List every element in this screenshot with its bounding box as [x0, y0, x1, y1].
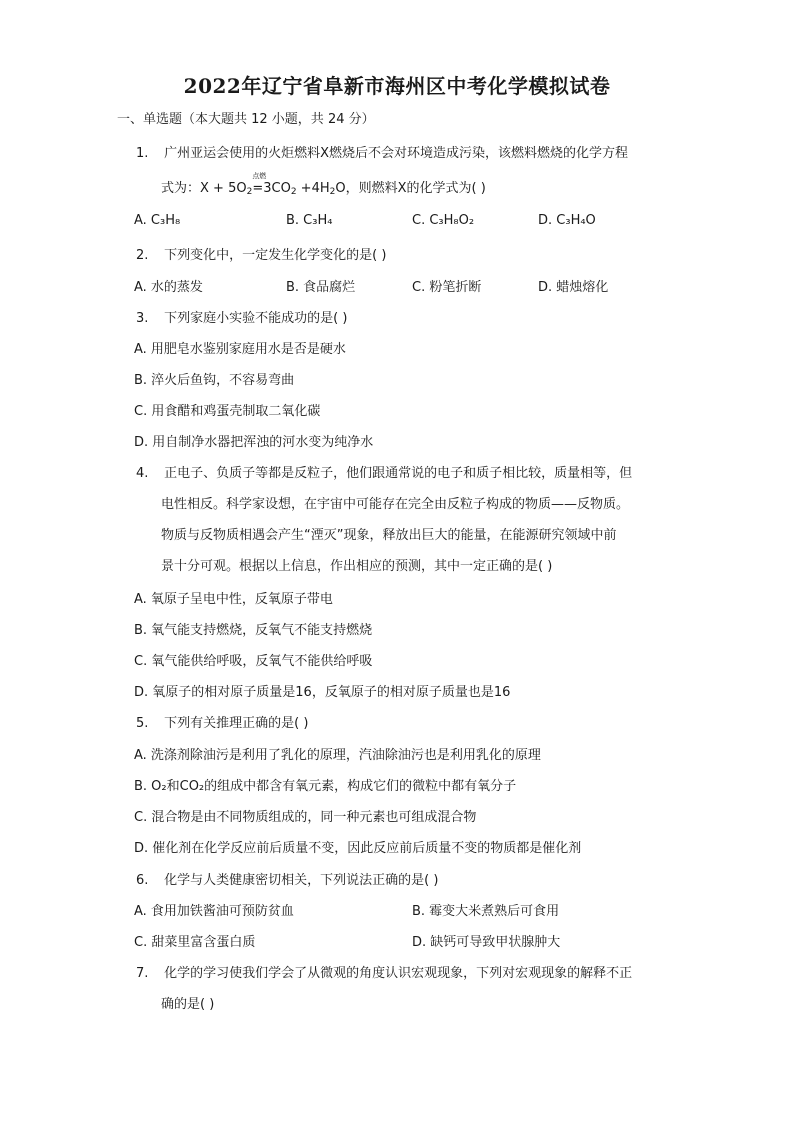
equation-part: O，则燃料X的化学式为( ) — [335, 181, 486, 196]
question-2 — [136, 244, 386, 263]
option-c[interactable]: C. 混合物是由不同物质组成的，同一种元素也可组成混合物 — [134, 810, 477, 825]
question-text: 化学与人类健康密切相关，下列说法正确的是( ) — [164, 873, 439, 888]
question-text-line: 电性相反。科学家设想，在宇宙中可能存在完全由反粒子构成的物质——反物质。 — [161, 497, 630, 512]
question-3 — [136, 307, 347, 326]
condition-label: 点燃 — [252, 172, 267, 180]
question-number: 3. — [136, 311, 149, 326]
option-d[interactable]: D. C₃H₄O — [538, 213, 596, 228]
subscript: 2 — [329, 187, 336, 197]
equation-part: 式为：X + 5O — [161, 181, 247, 196]
question-text: 下列有关推理正确的是( ) — [164, 716, 309, 731]
option-a[interactable]: A. 用肥皂水鉴别家庭用水是否是硬水 — [134, 342, 346, 357]
option-a[interactable]: A. 水的蒸发 — [134, 280, 203, 295]
option-a[interactable]: A. 氧原子呈电中性，反氧原子带电 — [134, 592, 333, 607]
option-c[interactable]: C. C₃H₈O₂ — [412, 213, 475, 228]
question-text-line: 物质与反物质相遇会产生“湮灭”现象，释放出巨大的能量，在能源研究领域中前 — [161, 528, 617, 543]
option-c[interactable]: C. 粉笔折断 — [412, 280, 482, 295]
question-text-line: 确的是( ) — [161, 997, 215, 1012]
question-number: 2. — [136, 248, 149, 263]
question-1-equation — [161, 172, 486, 197]
option-a[interactable]: A. 洗涤剂除油污是利用了乳化的原理，汽油除油污也是利用乳化的原理 — [134, 748, 541, 763]
reaction-condition: 点燃 = — [252, 172, 267, 196]
question-text: 广州亚运会使用的火炬燃料X燃烧后不会对环境造成污染，该燃料燃烧的化学方程 — [164, 146, 629, 161]
option-d[interactable]: D. 缺钙可导致甲状腺肿大 — [412, 935, 561, 950]
question-text: 化学的学习使我们学会了从微观的角度认识宏观现象，下列对宏观现象的解释不正 — [164, 966, 633, 981]
question-6 — [136, 869, 438, 888]
option-b[interactable]: B. 淬火后鱼钩，不容易弯曲 — [134, 373, 295, 388]
question-text: 下列家庭小实验不能成功的是( ) — [164, 311, 348, 326]
equation-part: 3CO — [263, 181, 291, 196]
option-d[interactable]: D. 催化剂在化学反应前后质量不变，因此反应前后质量不变的物质都是催化剂 — [134, 841, 582, 856]
question-number: 6. — [136, 873, 149, 888]
option-b[interactable]: B. C₃H₄ — [286, 213, 333, 228]
option-b[interactable]: B. 食品腐烂 — [286, 280, 356, 295]
question-number: 7. — [136, 966, 149, 981]
option-a[interactable]: A. C₃H₈ — [134, 213, 181, 228]
question-number: 5. — [136, 716, 149, 731]
section-heading: 一、单选题（本大题共 12 小题，共 24 分） — [117, 112, 375, 127]
question-number: 1. — [136, 146, 149, 161]
option-d[interactable]: D. 氧原子的相对原子质量是16，反氧原子的相对原子质量也是16 — [134, 685, 511, 700]
question-7 — [136, 962, 632, 981]
option-b[interactable]: B. O₂和CO₂的组成中都含有氧元素，构成它们的微粒中都有氧分子 — [134, 779, 517, 794]
question-text: 正电子、负质子等都是反粒子，他们跟通常说的电子和质子相比较，质量相等，但 — [164, 466, 633, 481]
question-4 — [136, 462, 632, 481]
option-c[interactable]: C. 甜菜里富含蛋白质 — [134, 935, 256, 950]
question-text: 下列变化中，一定发生化学变化的是( ) — [164, 248, 387, 263]
question-text-line: 景十分可观。根据以上信息，作出相应的预测，其中一定正确的是( ) — [161, 559, 553, 574]
option-d[interactable]: D. 蜡烛熔化 — [538, 280, 609, 295]
question-5 — [136, 712, 308, 731]
option-d[interactable]: D. 用自制净水器把浑浊的河水变为纯净水 — [134, 435, 374, 450]
equation-part: +4H — [296, 181, 330, 196]
subscript: 2 — [290, 187, 297, 197]
option-c[interactable]: C. 氧气能供给呼吸，反氧气不能供给呼吸 — [134, 654, 373, 669]
question-1 — [136, 142, 628, 161]
option-b[interactable]: B. 氧气能支持燃烧，反氧气不能支持燃烧 — [134, 623, 373, 638]
option-c[interactable]: C. 用食醋和鸡蛋壳制取二氧化碳 — [134, 404, 321, 419]
subscript: 2 — [246, 187, 253, 197]
question-number: 4. — [136, 466, 149, 481]
page-title: 2022年辽宁省阜新市海州区中考化学模拟试卷 — [183, 74, 611, 98]
option-a[interactable]: A. 食用加铁酱油可预防贫血 — [134, 904, 294, 919]
option-b[interactable]: B. 霉变大米煮熟后可食用 — [412, 904, 560, 919]
